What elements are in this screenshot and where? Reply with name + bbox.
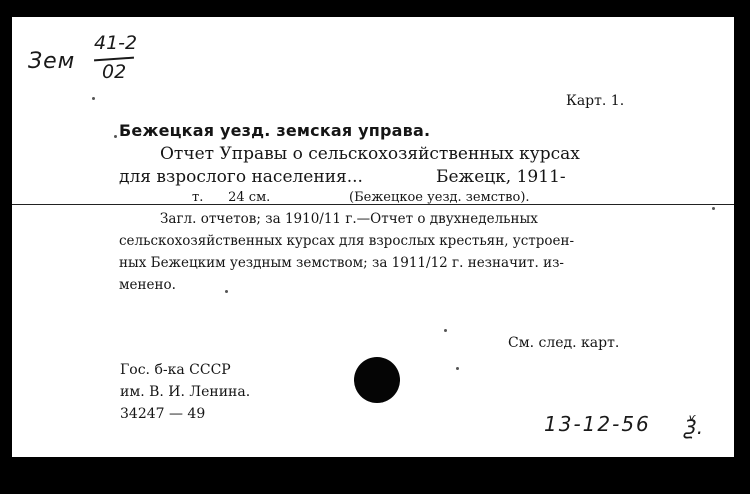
card-number: Карт. 1.	[566, 93, 625, 109]
shelfmark-numerator: 41-2	[94, 32, 138, 54]
note-line-1: Загл. отчетов; за 1910/11 г.—Отчет о двухнедельных	[160, 211, 538, 227]
catalog-card	[12, 17, 734, 457]
author-heading: Бежецкая уезд. земская управа.	[119, 121, 431, 140]
speck	[114, 135, 117, 138]
shelfmark-prefix: Зем	[28, 49, 76, 74]
handwritten-date: 13-12-56	[544, 412, 651, 436]
title-line-2: для взрослого населения...	[119, 167, 363, 187]
speck	[92, 97, 95, 100]
series-statement: (Бежецкое уезд. земство).	[349, 190, 530, 205]
note-line-2: сельскохозяйственных курсах для взрослых крестьян, устроен-	[119, 233, 575, 249]
library-line-1: Гос. б-ка СССР	[120, 362, 231, 378]
card-rule	[12, 204, 734, 205]
speck	[456, 367, 459, 370]
speck	[712, 207, 715, 210]
speck	[225, 290, 228, 293]
shelfmark-denominator: 02	[102, 61, 127, 83]
library-line-3: 34247 — 49	[120, 406, 206, 422]
note-line-3: ных Бежецким уездным земством; за 1911/12 г. незначит. из-	[119, 255, 564, 271]
see-next-card: См. след. карт.	[508, 335, 620, 351]
physical-description: т. 24 см.	[192, 190, 271, 205]
speck	[444, 329, 447, 332]
handwritten-initial: Ѯ.	[684, 415, 704, 439]
imprint: Бежецк, 1911-	[436, 167, 566, 187]
library-line-2: им. В. И. Ленина.	[120, 384, 251, 400]
card-punch-hole	[354, 357, 400, 403]
title-line-1: Отчет Управы о сельскохозяйственных курсах	[160, 144, 580, 164]
note-line-4: менено.	[119, 277, 176, 293]
